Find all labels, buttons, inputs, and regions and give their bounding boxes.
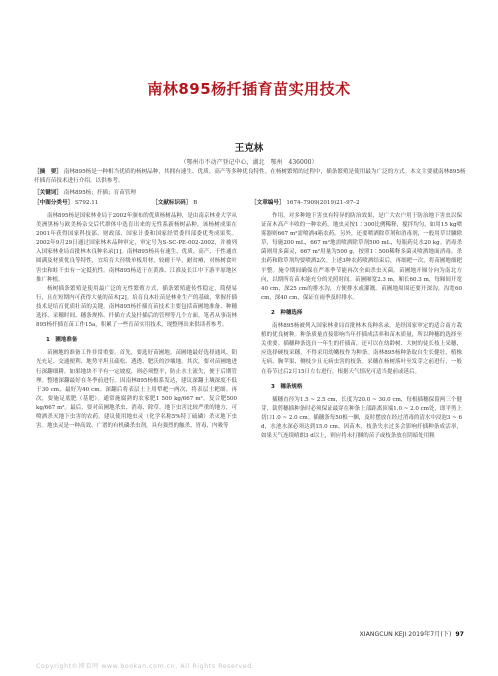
keywords-text: 南林895杨；扦插；育苗管理 bbox=[63, 190, 136, 196]
paragraph: 作用，对多种地下害虫有特异的防治效果，是广大农户用于防治地下害虫以保证苗木高产丰收的一种农药。地虫灵按1∶300比例稀释，搅拌均匀，如用15 kg喷雾器则667 m²需喷洒4箱农药。另外，还要喷洒除草剂和消毒剂，一般用草甘膦除草，每施200 mL，667 m²地需喷洒除草剂500 mL，每瓶药兑水20 kg。消毒杀菌则用多菌灵，667 m²用量为500 g，按照1∶500稀释多菌灵喷洒地面消毒。杀虫药和除草剂均要喷洒2次。上述3种农药喷洒结束后，再细耙一次，将苗圃地细耙平整。施令期间确保在严寒季节能再次全面杀虫灭菌。苗圃地开厢分向为南北方向，以期所育苗木能充分的光照时间。苗圃厢宽2.3 m，厢长60.3 m，每厢间开宽40 cm，深25 cm的排水沟，方便排水或灌溉。苗圃地周围还要开深沟，沟宽60 cm，深40 cm，保证在雨季及时排水。 bbox=[261, 213, 462, 301]
copyright-watermark: Copyright©博看网 www.bookan.com.cn. All Rights Reserved. bbox=[36, 663, 255, 670]
keywords bbox=[34, 189, 466, 198]
paragraph: 南林895杨是国家林业局于2002年颁布的优质杨树品种，是由南京林业大学从美洲黑杨与欧美杨杂交后代群体中选育出来的无性系新杨树品种。该杨树成果在2001年获得国家科技部、财政部、国家计委和国家经贸委四部委优秀成果奖。2002年9月29日通过国家林木品种审定，审定号为S-SC-PE-002-2002，并被列入国家林业局首批林木良种名录[1]。南林895杨具有速生、优质、高产、干性通直圆满及材质优良等特性，宜培育大径级单板用材，较耐干旱，耐贫瘠，对杨树食叶害虫和蛀干虫有一定抵抗性。南林895杨适于在黄淮、江淮及长江中下游平原地区推广种植。 bbox=[36, 213, 237, 283]
abstract-label: ［摘 要］ bbox=[34, 169, 62, 175]
doc-code-value: B bbox=[193, 200, 198, 206]
article-no-value: 1674–7909(2019)21–97–2 bbox=[286, 200, 360, 206]
affiliation: （鄂州市不动产登记中心，湖北 鄂州 436000） bbox=[180, 159, 318, 166]
section-heading: 1 圃地准备 bbox=[46, 337, 78, 344]
author: 王克林 bbox=[234, 143, 264, 154]
article-no-label: ［文章编号］ bbox=[251, 200, 285, 206]
article-title: 南林895杨扦插育苗实用技术 bbox=[147, 80, 351, 98]
abstract-text: 南林895杨是一种相当优质的杨树品种，其拥有速生、优质、高产等多种优良特性。在杨树繁殖的过程中，插条繁殖是使用最为广泛的方式。本文主要就南林895杨扦插育苗技术进行介绍，以供参考。 bbox=[34, 169, 466, 184]
journal-name: XIANGCUN KEJI 2019年7月(下) bbox=[359, 631, 452, 638]
keywords-label: ［关键词］ bbox=[34, 190, 62, 196]
page-number: 97 bbox=[455, 631, 464, 638]
clc-value: S792.11 bbox=[74, 200, 99, 206]
section-heading: 3 穗条规格 bbox=[271, 383, 303, 390]
page-footer bbox=[360, 629, 464, 638]
clc-label: ［中图分类号］ bbox=[34, 200, 74, 206]
paragraph: 杨树插条繁殖是使用最广泛的无性繁殖方式，插条繁殖遗传性稳定，简便易行，且在短期内可获得大量的苗木[2]。培育良木壮苗是林业生产的基础，掌握扦插技术是培育优质壮苗的关键。南林895杨扦插育苗技术主要包括苗圃地准备、种穗选择、采穗时间、穗条规格、扦插方式及扦插后的管理等几个方面。笔者从事南林895杨扦插育苗工作15a，积累了一些育苗实用技术，现整理出来供读者参考。 bbox=[36, 285, 237, 329]
paragraph: 南林895杨被列入国家林业局首批林木良种名录，是经国家审定的适合南方栽植的优良树种。种条质量直接影响当年扦插成活率和苗木质量，所以种穗的选择至关重要。插穗种条选自一年生的扦插苗，还可以在幼龄树、大树的徒长枝上采穗，应选择硬枝采穗，不得采用幼嫩枝作为种条。南林895杨种条取自生长健壮、植株无病、胸苹果、侧枝少且无病虫害的枝条。采穗在杨树落叶至发芽之前进行，一般在春节过后2月15日左右进行，根据天气情况可适当提前或延后。 bbox=[261, 323, 462, 375]
left-column bbox=[36, 212, 237, 431]
paragraph: 插穗直径为1.5 ~ 2.5 cm，长度为20.0 ~ 30.0 cm，每根插穗保留两三个健芽，裁剪穗插种条时必须保证最穿在种条上部距离顶端1.0 ~ 2.0 cm处，即平剪上切口1.0 ~ 2.0 cm。插穗条每50根一捆，及时摆放在经过消毒的清水中浸泡3 ~ 6 d，水池水深必须达到15.0 cm。因苗木、枝条失水过多会影响扦插种条成活率，如果天气连续晴朗3 d以上，则应将未打捆的苗子或枝条放在阴暗处用粗 bbox=[261, 396, 462, 440]
doc-code-label: ［文献标识码］ bbox=[152, 200, 192, 206]
right-column bbox=[261, 212, 462, 441]
paragraph: 苗圃地的准备工作非常重要。首先，要选好苗圃地。苗圃地最好选择通风、阳光充足、交通便利、地势平坦且疏松、透透、肥沃的沙壤地。其次，要对苗圃地进行深翻细耕。如果地块不平有一定坡度，则必须整平，防止水土流失，便于后期管理。整地深翻最好在冬季前进行。因南林895杨根系发达，建议深翻土壤深度不低于30 cm，最好为40 cm。深翻后将表层土上用犁耙一两次，将表层土耙细。再次，要施足底肥（基肥）。通常施腐熟的农家肥1 500 kg/667 m²，复合肥500 kg/667 m²。最后，要对苗圃地杀虫、消毒、除草。地下虫害比较严重的地方，可喷洒杀灭地下虫害的农药。建议使用地虫灵（化学名称5%特丁硫磷）杀灭地下虫害。地虫灵是一种高效、广谱的有机磷杀虫剂，具有强烈的触杀、胃毒、内吸等 bbox=[36, 350, 237, 430]
classification-line bbox=[34, 199, 466, 208]
abstract bbox=[34, 168, 466, 186]
section-heading: 2 种穗选择 bbox=[271, 309, 303, 316]
